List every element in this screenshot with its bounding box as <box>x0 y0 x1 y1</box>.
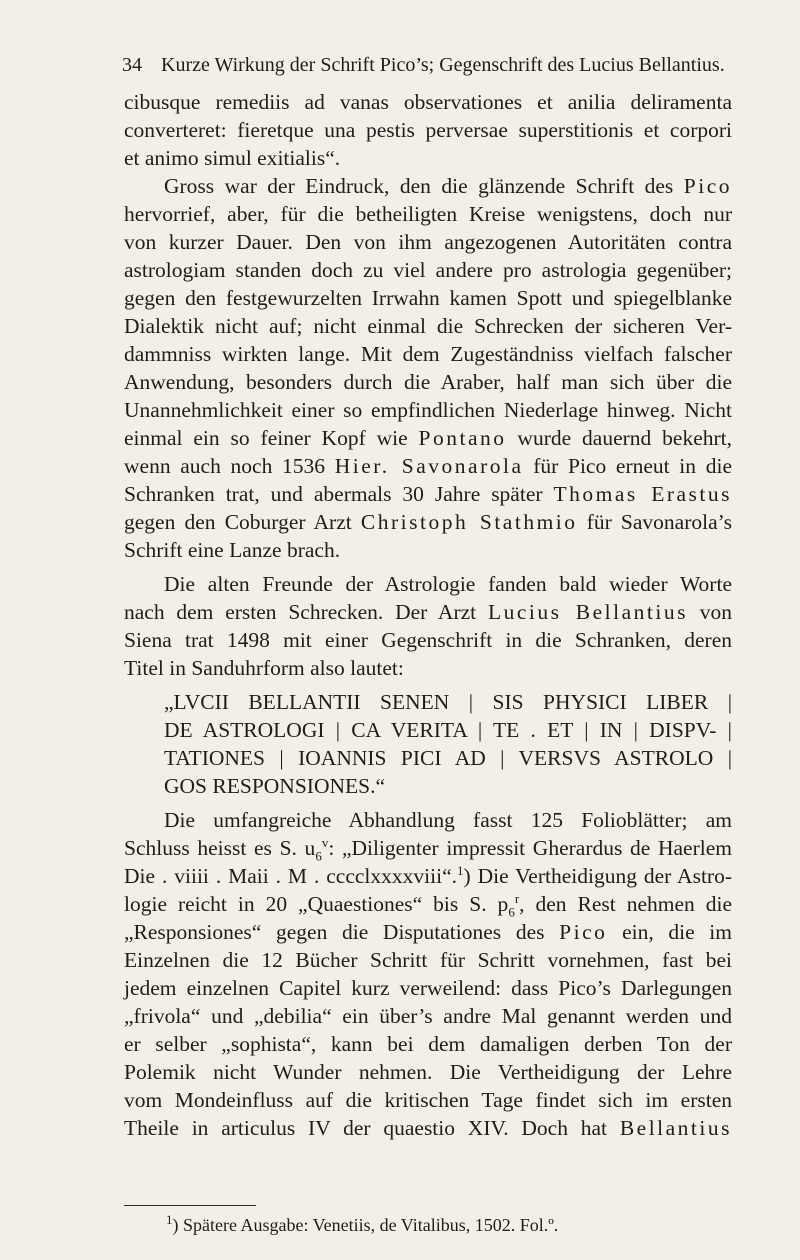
text-span: für Pico erneut in die <box>523 454 732 478</box>
text-line: vom Mondeinfluss auf die kritischen Tage findet sich im ersten <box>124 1088 732 1112</box>
page-number: 34 <box>122 54 142 76</box>
text-span: für Savonarola’s <box>577 510 732 534</box>
spaced-name: Thomas Erastus <box>553 482 732 506</box>
text-line: Siena trat 1498 mit einer Gegenschrift in die Schranken, deren <box>124 628 732 652</box>
spaced-name: Bellantius <box>619 1116 732 1140</box>
text-span: von <box>687 600 733 624</box>
superscript: v <box>321 834 329 850</box>
text-line: jedem einzelnen Capitel kurz verweilend: dass Pico’s Darlegungen <box>124 976 732 1000</box>
text-line: Polemik nicht Wunder nehmen. Die Vertheidigung der Lehre <box>124 1060 732 1084</box>
text-line <box>124 918 732 946</box>
text-span: ) Die Vertheidigung der Astro- <box>463 864 732 888</box>
running-title: Kurze Wirkung der Schrift Pico’s; Gegenschrift des Lucius Bellantius. <box>161 54 725 76</box>
spaced-name: Christoph Stathmio <box>360 510 578 534</box>
text-line: „frivola“ und „debilia“ ein über’s andre Mal genannt werden und <box>124 1004 732 1028</box>
text-line: gegen den festgewurzelten Irrwahn kamen Spott und spiegelblanke <box>124 286 732 310</box>
text-line: dammniss wirkten lange. Mit dem Zugeständniss vielfach falscher <box>124 342 732 366</box>
text-line: er selber „sophista“, kann bei dem damaligen derben Ton der <box>124 1032 732 1056</box>
text-span: logie reicht in 20 „Quaestiones“ bis S. p <box>124 892 509 916</box>
text-span: Die . viiii . Maii . M . cccclxxxxviii“. <box>124 864 457 888</box>
spaced-name: Pontano <box>418 426 507 450</box>
text-line: Unannehmlichkeit einer so empfindlichen Niederlage hinweg. Nicht <box>124 398 732 422</box>
text-span: Schluss heisst es S. u <box>124 836 316 860</box>
text-span: Gross war der Eindruck, den die glänzende Schrift des <box>164 174 684 198</box>
text-line: von kurzer Dauer. Den von ihm angezogenen Autoritäten contra <box>124 230 732 254</box>
text-line: et animo simul exitialis“. <box>124 146 341 170</box>
text-span: einmal ein so feiner Kopf wie <box>124 426 419 450</box>
text-line <box>124 598 732 626</box>
text-line: Anwendung, besonders durch die Araber, half man sich über die <box>124 370 732 394</box>
text-line: Einzelnen die 12 Bücher Schritt für Schritt vornehmen, fast bei <box>124 948 732 972</box>
subscript: 6 <box>508 904 515 920</box>
running-header <box>122 52 732 78</box>
text-line <box>124 480 732 508</box>
quoted-title-line: GOS RESPONSIONES.“ <box>164 774 386 798</box>
text-line <box>124 424 732 452</box>
footnote <box>166 1213 558 1237</box>
text-line <box>124 452 732 480</box>
spaced-name: Pico <box>683 174 732 198</box>
footnote-ref[interactable]: 1 <box>457 862 464 878</box>
text-span: gegen den Coburger Arzt <box>124 510 361 534</box>
text-span: ein, die im <box>607 920 733 944</box>
spaced-name: Hier. Savonarola <box>334 454 524 478</box>
quoted-title-line: TATIONES | IOANNIS PICI AD | VERSVS ASTROLO | <box>164 746 732 770</box>
spaced-name: Pico <box>559 920 608 944</box>
spaced-name: Lucius Bellantius <box>487 600 688 624</box>
text-line: Schrift eine Lanze brach. <box>124 538 341 562</box>
text-span: Theile in articulus IV der quaestio XIV. Doch hat <box>124 1116 620 1140</box>
footnote-divider <box>124 1205 256 1206</box>
footnote-marker: 1 <box>166 1212 173 1227</box>
text-span: , den Rest nehmen die <box>519 892 733 916</box>
text-line: astrologiam standen doch zu viel andere pro astrologia gegenüber; <box>124 258 732 282</box>
text-line <box>124 890 732 918</box>
text-line: Die alten Freunde der Astrologie fanden bald wieder Worte <box>164 572 732 596</box>
text-line: Die umfangreiche Abhandlung fasst 125 Folioblätter; am <box>164 808 732 832</box>
text-line: hervorrief, aber, für die betheiligten Kreise wenigstens, doch nur <box>124 202 732 226</box>
text-line <box>164 172 732 200</box>
text-span: : „Diligenter impressit Gherardus de Haerlem <box>328 836 732 860</box>
text-line <box>124 862 732 890</box>
text-line <box>124 1114 732 1142</box>
text-span: „Responsiones“ gegen die Disputationes des <box>124 920 560 944</box>
text-line <box>124 508 732 536</box>
footnote-text: ) Spätere Ausgabe: Venetiis, de Vitalibus, 1502. Fol.º. <box>172 1215 559 1235</box>
quoted-title-line: DE ASTROLOGI | CA VERITA | TE . ET | IN | DISPV- | <box>164 718 732 742</box>
text-line <box>124 834 732 862</box>
text-span: Schranken trat, und abermals 30 Jahre später <box>124 482 554 506</box>
superscript: r <box>514 890 520 906</box>
text-line: Dialektik nicht auf; nicht einmal die Schrecken der sicheren Ver- <box>124 314 732 338</box>
text-span: wenn auch noch 1536 <box>124 454 335 478</box>
text-line: converteret: fieretque una pestis perversae superstitionis et corpori <box>124 118 732 142</box>
text-line: cibusque remediis ad vanas observationes et anilia deliramenta <box>124 90 732 114</box>
text-line: Titel in Sanduhrform also lautet: <box>124 656 404 680</box>
subscript: 6 <box>315 848 322 864</box>
text-span: nach dem ersten Schrecken. Der Arzt <box>124 600 488 624</box>
quoted-title-line: „LVCII BELLANTII SENEN | SIS PHYSICI LIBER | <box>164 690 732 714</box>
text-span: wurde dauernd bekehrt, <box>506 426 732 450</box>
